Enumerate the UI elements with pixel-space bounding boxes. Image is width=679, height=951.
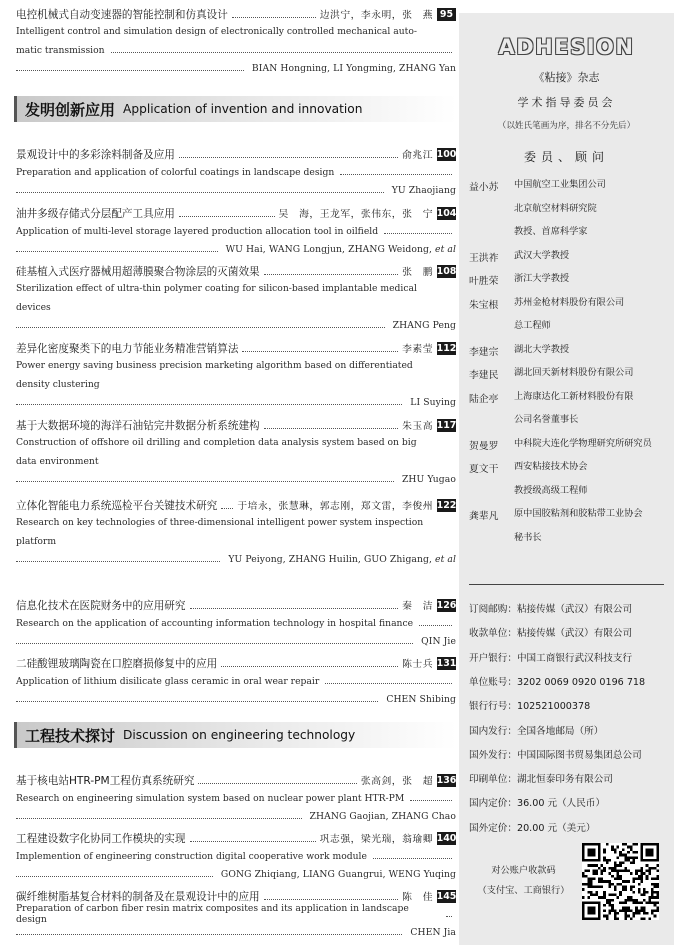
affiliation-line: 苏州金枪材料股份有限公司: [514, 296, 625, 308]
magazine-logo: ADHESION: [498, 35, 635, 59]
article-authors: 俞兆江: [402, 150, 433, 161]
member-name: 龚辈凡: [469, 511, 499, 522]
member-affiliation: [514, 455, 674, 502]
article-title-en: Research on engineering simulation system based on nuclear power plant HTR-PM: [16, 792, 405, 804]
toc-entry[interactable]: [16, 416, 456, 488]
article-title[interactable]: 硅基植入式医疗器械用超薄膜聚合物涂层的灭菌效果: [16, 265, 260, 278]
leader-dots: [16, 701, 378, 702]
leader-dots: [190, 841, 316, 842]
member-affiliation: [514, 361, 674, 385]
leader-dots: [264, 428, 398, 429]
member-affiliation: [514, 338, 674, 362]
leader-dots: [16, 643, 413, 644]
page-number-badge: 108: [436, 265, 457, 277]
leader-dots: [419, 625, 452, 626]
member-name: 陆企亭: [469, 393, 499, 405]
affiliation-line: 武汉大学教授: [514, 249, 570, 261]
publication-info-row: [469, 747, 674, 761]
leader-dots: [16, 818, 302, 819]
leader-dots: [242, 351, 398, 352]
leader-dots: [190, 608, 399, 609]
article-byline: GONG Zhiqiang, LIANG Guangrui, WENG Yuqing: [220, 868, 456, 880]
publication-info-row: [469, 820, 674, 834]
article-authors: 朱玉高: [402, 421, 433, 432]
toc-entry[interactable]: [16, 5, 456, 77]
info-value: 36.00 元（人民币）: [516, 798, 606, 810]
info-label: 印刷单位：: [469, 774, 517, 786]
affiliation-line: 教授级高级工程师: [514, 484, 588, 496]
committee-member: [469, 173, 674, 244]
article-byline: QIN Jie: [421, 635, 456, 647]
article-title[interactable]: 工程建设数字化协同工作模块的实现: [16, 832, 186, 845]
article-byline: ZHU Yugao: [401, 473, 456, 485]
page-number-badge: 95: [437, 8, 456, 21]
affiliation-line: 北京航空材料研究院: [514, 202, 597, 214]
article-authors: 张高剑，张 超: [360, 776, 433, 787]
leader-dots: [325, 683, 452, 684]
leader-dots: [198, 783, 356, 784]
section-header: [14, 96, 457, 122]
member-affiliation: [514, 291, 674, 338]
article-byline-etal: et al: [435, 553, 456, 565]
committee-member: [469, 502, 674, 549]
leader-dots: [16, 481, 394, 482]
info-label: 国内定价：: [469, 798, 517, 810]
info-label: 开户银行：: [469, 652, 517, 664]
article-title-en: Preparation and application of colorful coatings in landscape design: [16, 166, 335, 178]
article-byline: ZHANG Peng: [392, 319, 456, 331]
article-title-en-cont: data environment: [16, 455, 99, 467]
publication-info-row: [469, 601, 674, 615]
article-title-en: Sterilization effect of ultra-thin polymer coating for silicon-based implantable medical: [16, 283, 417, 294]
leader-dots: [16, 192, 384, 193]
article-title[interactable]: 碳纤维树脂基复合材料的制备及在景观设计中的应用: [16, 890, 260, 903]
section-title-en: Discussion on engineering technology: [123, 728, 356, 742]
article-byline: YU Zhaojiang: [391, 184, 456, 196]
article-title[interactable]: 基于大数据环境的海洋石油钻完井数据分析系统建构: [16, 419, 260, 432]
member-name: 夏文干: [469, 464, 499, 475]
leader-dots: [232, 17, 316, 18]
info-label: 国内发行：: [469, 725, 517, 737]
article-title-en-cont: matic transmission: [16, 44, 105, 56]
member-affiliation: [514, 267, 674, 291]
member-name: 叶胜荣: [469, 276, 499, 287]
page-number-badge: 131: [436, 657, 457, 669]
publication-info-row: [469, 625, 674, 639]
info-label: 收款单位：: [469, 628, 517, 640]
qr-code-icon[interactable]: [582, 843, 659, 920]
page-number-badge: 112: [436, 342, 457, 354]
info-value: 粘接传媒（武汉）有限公司: [516, 604, 633, 615]
committee-title: 学术指导委员会: [517, 96, 616, 109]
article-title[interactable]: 电控机械式自动变速器的智能控制和仿真设计: [16, 8, 228, 21]
leader-dots: [221, 666, 398, 667]
leader-dots: [264, 274, 398, 275]
page-number-badge: 136: [436, 774, 457, 786]
page-number-badge: 117: [436, 419, 457, 431]
toc-entry[interactable]: [16, 339, 456, 411]
page-number-badge: 126: [436, 599, 457, 611]
article-title-en: Construction of offshore oil drilling and completion data analysis system based on big: [16, 437, 417, 448]
page-number-badge: 122: [436, 499, 457, 511]
section-title-en: Application of invention and innovation: [123, 102, 363, 116]
article-byline: ZHANG Gaojian, ZHANG Chao: [309, 810, 456, 822]
article-byline: BIAN Hongning, LI Yongming, ZHANG Yan: [251, 62, 456, 74]
info-value: 3202 0069 0920 0196 718: [516, 676, 646, 688]
magazine-name: 《粘接》杂志: [533, 71, 600, 84]
toc-entry[interactable]: [16, 262, 456, 334]
article-title-en-cont: platform: [16, 535, 57, 547]
member-name: 王洪祚: [469, 252, 499, 264]
info-value: 全国各地邮局（所）: [516, 725, 604, 737]
article-title-en-cont: devices: [16, 301, 51, 313]
publication-info-row: [469, 723, 674, 737]
committee-member: [469, 385, 674, 432]
divider: [469, 584, 664, 585]
committee-member: [469, 432, 674, 456]
leader-dots: [16, 327, 385, 328]
publication-info-row: [469, 674, 674, 688]
article-title[interactable]: 油井多级存储式分层配产工具应用: [16, 207, 175, 220]
leader-dots: [111, 52, 452, 53]
qr-caption-line1: 对公账户收款码: [491, 865, 556, 876]
article-byline: WU Hai, WANG Longjun, ZHANG Weidong,: [225, 243, 433, 255]
member-affiliation: [514, 432, 674, 456]
committee-member: [469, 267, 674, 291]
article-title[interactable]: 基于核电站HTR-PM工程仿真系统研究: [16, 774, 195, 787]
publication-info-row: [469, 698, 674, 712]
affiliation-line: 中科院大连化学物理研究所研究员: [514, 437, 652, 449]
affiliation-line: 湖北大学教授: [514, 343, 570, 355]
toc-entry[interactable]: [16, 887, 456, 941]
article-byline: CHEN Jia: [410, 926, 456, 938]
article-title[interactable]: 二硅酸锂玻璃陶瓷在口腔磨损修复中的应用: [16, 657, 218, 670]
member-affiliation: [514, 385, 674, 432]
publication-info-row: [469, 650, 674, 664]
affiliation-line: 教授、首席科学家: [514, 226, 588, 237]
leader-dots: [179, 216, 275, 217]
info-label: 国外定价：: [469, 822, 517, 834]
leader-dots: [264, 899, 398, 900]
member-affiliation: [514, 173, 674, 244]
roles-heading: 委员、顾问: [523, 150, 609, 164]
leader-dots: [446, 916, 452, 917]
affiliation-line: 浙江大学教授: [514, 273, 570, 284]
article-title-en-cont: density clustering: [16, 378, 100, 390]
sidebar-panel: [459, 13, 674, 945]
info-value: 粘接传媒（武汉）有限公司: [516, 628, 633, 640]
article-authors: 边洪宁，李永明，张 燕: [319, 10, 433, 21]
committee-member: [469, 361, 674, 385]
affiliation-line: 湖北回天新材料股份有限公司: [514, 367, 634, 378]
article-title[interactable]: 立体化智能电力系统巡检平台关键技术研究: [16, 499, 218, 512]
leader-dots: [410, 800, 452, 801]
section-title-zh: 工程技术探讨: [25, 726, 116, 745]
publication-info-row: [469, 795, 674, 809]
info-label: 订阅邮购：: [469, 604, 517, 615]
article-authors: 于培永，张慧琳，郭志刚，郑文雷，李俊州: [237, 501, 433, 512]
article-authors: 陈 佳: [402, 892, 433, 903]
article-authors: 吴 海，王龙军，张伟东，张 宁: [278, 209, 433, 220]
ordering-note: （以姓氏笔画为序，排名不分先后）: [497, 121, 636, 131]
member-affiliation: [514, 502, 674, 549]
affiliation-line: 公司名誉董事长: [514, 414, 579, 425]
leader-dots: [384, 233, 452, 234]
qr-caption: [471, 861, 576, 901]
toc-entry[interactable]: [16, 496, 456, 568]
article-title-en: Implemention of engineering construction digital cooperative work module: [16, 850, 367, 862]
info-label: 银行行号：: [469, 701, 517, 713]
section-header: [14, 722, 457, 748]
leader-dots: [373, 858, 452, 859]
affiliation-line: 总工程师: [514, 320, 551, 331]
section-title-zh: 发明创新应用: [25, 100, 116, 119]
committee-member: [469, 291, 674, 338]
article-title[interactable]: 信息化技术在医院财务中的应用研究: [16, 599, 186, 612]
leader-dots: [221, 508, 233, 509]
article-title-en: Application of lithium disilicate glass ceramic in oral wear repair: [16, 675, 320, 687]
page-number-badge: 104: [436, 207, 457, 219]
leader-dots: [16, 70, 244, 71]
article-title[interactable]: 差异化密度聚类下的电力节能业务精准营销算法: [16, 342, 239, 355]
committee-member: [469, 244, 674, 268]
publication-info-row: [469, 771, 674, 785]
leader-dots: [340, 174, 452, 175]
affiliation-line: 西安粘接技术协会: [514, 461, 588, 472]
affiliation-line: 上海康达化工新材料股份有限: [514, 390, 634, 402]
article-title-en: Application of multi-level storage layered production allocation tool in oilfield: [16, 225, 379, 237]
info-value: 湖北恒泰印务有限公司: [516, 774, 613, 786]
member-affiliation: [514, 244, 674, 268]
page-number-badge: 100: [436, 148, 457, 160]
info-value: 102521000378: [516, 701, 591, 713]
info-value: 中国国际图书贸易集团总公司: [516, 749, 642, 761]
article-authors: 巩志强，梁光瑞，翁瑜卿: [319, 834, 433, 845]
info-value: 中国工商银行武汉科技支行: [516, 652, 633, 664]
article-authors: 张 鹏: [402, 267, 433, 278]
affiliation-line: 中国航空工业集团公司: [514, 179, 606, 190]
article-byline: YU Peiyong, ZHANG Huilin, GUO Zhigang,: [228, 553, 433, 565]
article-byline-etal: et al: [435, 243, 456, 255]
toc-entry[interactable]: [16, 829, 456, 883]
leader-dots: [16, 251, 218, 252]
leader-dots: [179, 157, 398, 158]
article-byline: LI Suying: [410, 396, 456, 408]
article-title-en: Research on key technologies of three-dimensional intelligent power system inspection: [16, 517, 424, 528]
member-name: 李建宗: [469, 346, 499, 358]
committee-member: [469, 338, 674, 362]
article-authors: 秦 洁: [402, 601, 433, 612]
info-label: 单位账号：: [469, 676, 517, 688]
article-title-en: Power energy saving business precision marketing algorithm based on differentiated: [16, 360, 413, 371]
toc-entry[interactable]: [16, 654, 456, 708]
article-title-en: Intelligent control and simulation design of electronically controlled mechanical auto-: [16, 26, 417, 37]
leader-dots: [16, 404, 402, 405]
info-value: 20.00 元（美元）: [516, 822, 596, 834]
affiliation-line: 原中国胶粘剂和胶粘带工业协会: [514, 508, 643, 519]
leader-dots: [16, 876, 213, 877]
member-name: 益小苏: [469, 182, 499, 193]
page-number-badge: 145: [436, 890, 457, 902]
qr-caption-line2: （支付宝、工商银行）: [477, 885, 570, 896]
article-authors: 陈士兵: [402, 659, 433, 670]
article-title[interactable]: 景观设计中的多彩涂料制备及应用: [16, 148, 175, 161]
leader-dots: [16, 934, 402, 935]
committee-member: [469, 455, 674, 502]
info-label: 国外发行：: [469, 749, 517, 761]
member-name: 贺曼罗: [469, 440, 499, 452]
toc-entry[interactable]: [16, 596, 456, 650]
toc-entry[interactable]: [16, 145, 456, 199]
toc-entry[interactable]: [16, 204, 456, 258]
article-title-en: Research on the application of accounting information technology in hospital finance: [16, 617, 414, 629]
article-title-en: Preparation of carbon fiber resin matrix composites and its application in landscape design: [16, 903, 409, 925]
article-byline: CHEN Shibing: [386, 693, 456, 705]
member-name: 李建民: [469, 370, 499, 381]
page-number-badge: 140: [436, 832, 457, 844]
affiliation-line: 秘书长: [514, 531, 542, 543]
toc-entry[interactable]: [16, 771, 456, 825]
member-name: 朱宝根: [469, 299, 499, 311]
leader-dots: [16, 561, 220, 562]
article-authors: 李素莹: [402, 344, 433, 355]
